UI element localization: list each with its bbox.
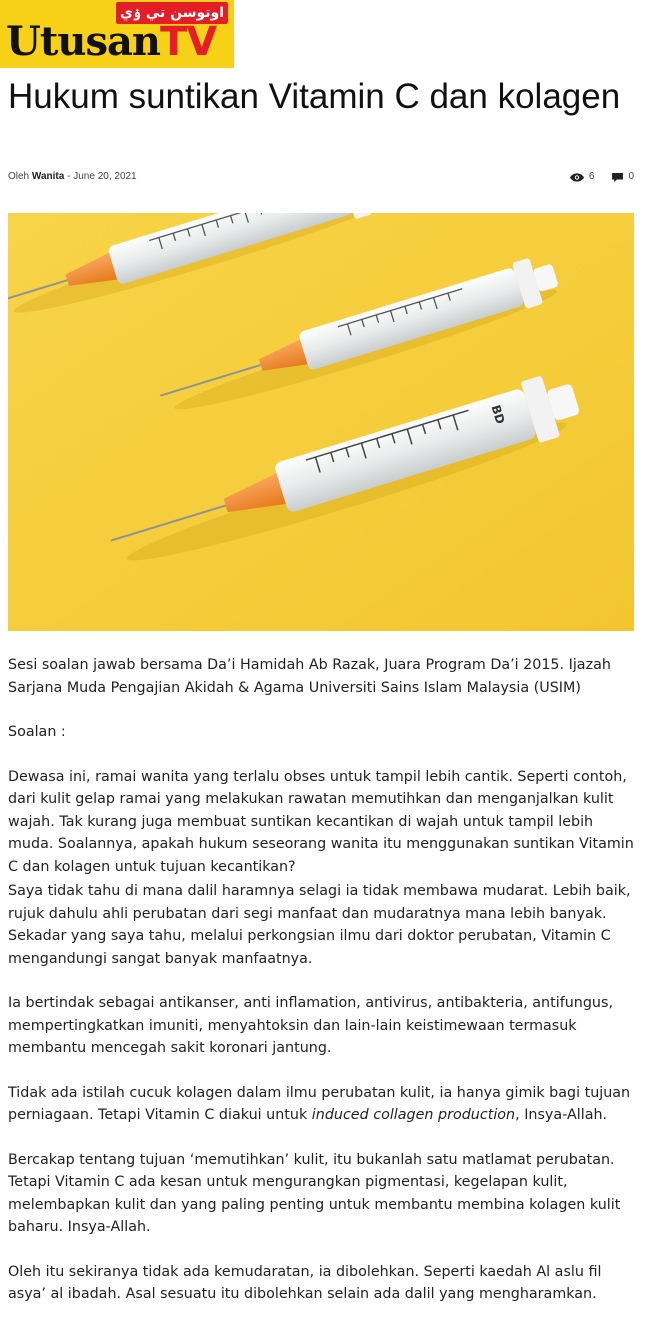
paragraph-question-label: Soalan : — [8, 724, 66, 740]
syringes-illustration — [8, 213, 634, 631]
article-title: Hukum suntikan Vitamin C dan kolagen — [8, 77, 621, 116]
paragraph-answer-3-b: , Insya-Allah. — [515, 1107, 608, 1123]
comments-count: 0 — [628, 171, 634, 182]
publish-date: June 20, 2021 — [73, 171, 137, 182]
article-body — [8, 654, 638, 1306]
paragraph-answer-3-a: Tidak ada istilah cucuk kolagen dalam ilmu perubatan kulit, ia hanya gimik bagi tujuan perniagaan. Tetapi Vitamin C diakui untuk — [8, 1084, 631, 1123]
comments-stat[interactable] — [612, 170, 634, 184]
logo-main-text: Utusan — [6, 18, 160, 65]
paragraph-question: Dewasa ini, ramai wanita yang terlalu obses untuk tampil lebih cantik. Seperti contoh, dari kulit gelap ramai yang melakukan rawatan memutihkan dan menganjalkan kulit wajah. Tak kurang juga membuat suntikan kecantikan di wajah untuk tampil lebih muda. Soalannya, apakah hukum seseorang wanita itu menggunakan suntikan Vitamin C dan kolagen untuk tujuan kecantikan? — [8, 768, 634, 875]
paragraph-answer-2: Ia bertindak sebagai antikanser, anti inflamation, antivirus, antibakteria, antifungus, mempertingkatkan imuniti, menyahtoksin dan lain-lain keistimewaan termasuk membantu mencegah sakit koronari jantung. — [8, 995, 613, 1056]
logo-arabic-text: اوتوسن تي ۏي — [116, 2, 228, 24]
logo-wordmark — [6, 16, 216, 68]
hero-image — [8, 213, 634, 631]
site-logo[interactable] — [0, 0, 234, 68]
views-count: 6 — [588, 171, 595, 182]
by-label: Oleh — [8, 171, 30, 182]
paragraph-answer-3-emphasis: induced collagen production — [311, 1107, 516, 1123]
eye-icon — [570, 173, 584, 182]
syringe-brand-text: BD — [488, 403, 508, 426]
paragraph-answer-5: Oleh itu sekiranya tidak ada kemudaratan, ia dibolehkan. Seperti kaedah Al aslu fil asya’ al ibadah. Asal sesuatu itu dibolehkan selain ada dalil yang mengharamkan. — [8, 1263, 602, 1302]
article-meta — [8, 170, 634, 184]
author-link[interactable]: Wanita — [31, 171, 65, 182]
paragraph-intro: Sesi soalan jawab bersama Da’i Hamidah Ab Razak, Juara Program Da’i 2015. Ijazah Sarjana Muda Pengajian Akidah & Agama Universiti Sains Islam Malaysia (USIM) — [8, 657, 611, 696]
views-stat — [570, 170, 595, 184]
logo-tv-text: TV — [159, 19, 217, 65]
meta-separator: - — [67, 171, 71, 182]
paragraph-answer-4: Bercakap tentang tujuan ‘memutihkan’ kulit, itu bukanlah satu matlamat perubatan. Tetapi Vitamin C ada kesan untuk mengurangkan pigmentasi, kegelapan kulit, melembapkan kulit dan yang paling penting untuk membantu membina kolagen kulit baharu. Insya-Allah. — [8, 1151, 621, 1235]
paragraph-answer-1: Saya tidak tahu di mana dalil haramnya selagi ia tidak membawa mudarat. Lebih baik, rujuk dahulu ahli perubatan dari segi manfaat dan mudaratnya mana lebih banyak. Sekadar yang saya tahu, melalui perkongsian ilmu dari doktor perubatan, Vitamin C mengandungi sangat banyak manfaatnya. — [8, 883, 631, 967]
comment-icon — [612, 173, 623, 182]
paragraph-answer-3 — [8, 1082, 638, 1127]
article-stats — [570, 170, 634, 184]
